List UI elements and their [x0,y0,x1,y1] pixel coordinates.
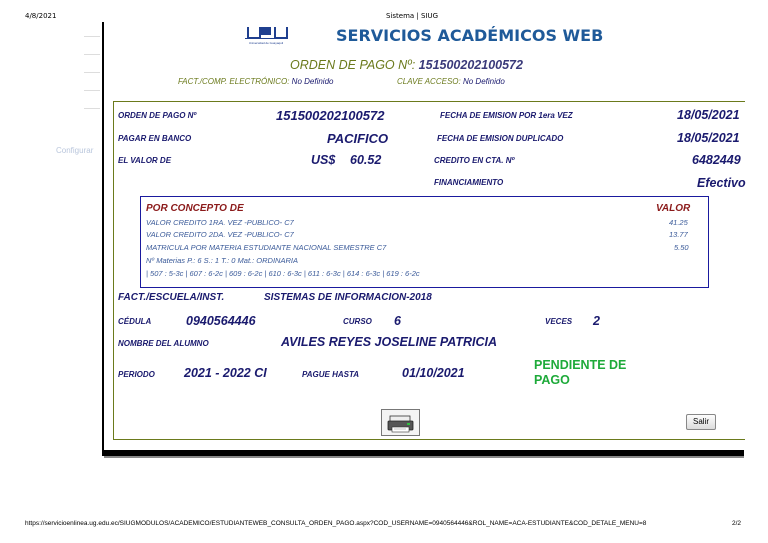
escuela-label: FACT./ESCUELA/INST. [118,292,225,303]
banco-value: PACIFICO [327,131,389,146]
panel-shadow-light [104,456,744,458]
escuela-value: SISTEMAS DE INFORMACION-2018 [264,292,432,303]
concept-row-value: 5.50 [674,243,689,252]
fecha-emision-label: FECHA DE EMISION POR 1era VEZ [440,111,573,120]
banco-label: PAGAR EN BANCO [118,134,192,143]
payment-status-line2: PAGO [534,373,570,387]
logo-caption: Universidad de Guayaquil [248,41,284,45]
concept-row-desc: MATRICULA POR MATERIA ESTUDIANTE NACIONAL SEMESTRE C7 [146,243,387,252]
sidebar-configure-link[interactable]: Configurar [56,146,94,155]
valor-currency: US$ [311,153,336,167]
veces-value: 2 [593,314,600,328]
curso-label: CURSO [343,317,372,326]
order-heading [290,58,523,72]
orden-label: ORDEN DE PAGO Nº [118,111,197,120]
subjects-list: | 507 : 5-3c | 607 : 6-2c | 609 : 6-2c | 610 : 6-3c | 611 : 6-3c | 614 : 6-3c | 619 : 6-2c [146,269,420,278]
salir-button[interactable]: Salir [686,414,716,430]
curso-value: 6 [394,314,401,328]
fact-electronico-label: FACT./COMP. ELECTRÓNICO: [178,77,290,86]
periodo-label: PERIODO [118,370,155,379]
order-heading-label: ORDEN DE PAGO Nº: [290,58,416,72]
fact-electronico [178,77,333,86]
veces-label: VECES [545,317,573,326]
credito-label: CREDITO EN CTA. Nº [434,156,515,165]
concept-row-value: 13.77 [669,230,688,239]
print-page-number: 2/2 [732,520,742,527]
valor-label: EL VALOR DE [118,156,172,165]
order-heading-value: 151500202100572 [418,58,523,72]
concepts-title: POR CONCEPTO DE [146,203,244,214]
sidebar [56,22,102,152]
print-url: https://servicioenlinea.ug.edu.ec/SIUGMODULOS/ACADEMICO/ESTUDIANTEWEB_CONSULTA_ORDEN_PAGO.aspx?COD_USERNAME=0940564446&ROL_NAME=ACA-ESTUDIANTE&COD_DETALE_MENU=8 [25,520,647,527]
concept-row-value: 41.25 [669,218,688,227]
pague-hasta-value: 01/10/2021 [402,366,465,380]
financiamiento-label: FINANCIAMIENTO [434,178,504,187]
credito-value: 6482449 [692,153,741,167]
clave-acceso-value: No Definido [462,77,505,86]
valor-amount: 60.52 [350,153,382,167]
payment-status-line1: PENDIENTE DE [534,358,627,372]
printer-icon[interactable] [381,409,420,436]
clave-acceso-label: CLAVE ACCESO: [397,77,461,86]
financiamiento-value: Efectivo [697,176,746,190]
concept-row-desc: VALOR CREDITO 2DA. VEZ -PUBLICO- C7 [146,230,294,239]
printer-icon-graphic [382,410,419,435]
clave-acceso [397,77,505,86]
materias-info: Nº Materias P.: 6 S.: 1 T.: 0 Mat.: ORDINARIA [146,256,298,265]
nombre-value: AVILES REYES JOSELINE PATRICIA [281,335,498,349]
concept-row-desc: VALOR CREDITO 1RA. VEZ -PUBLICO- C7 [146,218,294,227]
page-title: SERVICIOS ACADÉMICOS WEB [336,26,604,45]
fecha-emision-value: 18/05/2021 [677,108,740,122]
fact-electronico-value: No Definido [291,77,334,86]
cedula-label: CÉDULA [118,317,152,326]
print-page-title: Sistema | SIUG [386,12,439,20]
orden-value: 151500202100572 [276,108,385,123]
fecha-duplicado-label: FECHA DE EMISION DUPLICADO [437,134,564,143]
fecha-duplicado-value: 18/05/2021 [677,131,740,145]
cedula-value: 0940564446 [186,314,256,328]
nombre-label: NOMBRE DEL ALUMNO [118,339,209,348]
concepts-value-header: VALOR [656,203,691,214]
payment-status [534,358,626,388]
pague-hasta-label: PAGUE HASTA [302,370,360,379]
print-date: 4/8/2021 [25,12,57,20]
university-logo [245,25,287,45]
periodo-value: 2021 - 2022 CI [184,366,267,380]
